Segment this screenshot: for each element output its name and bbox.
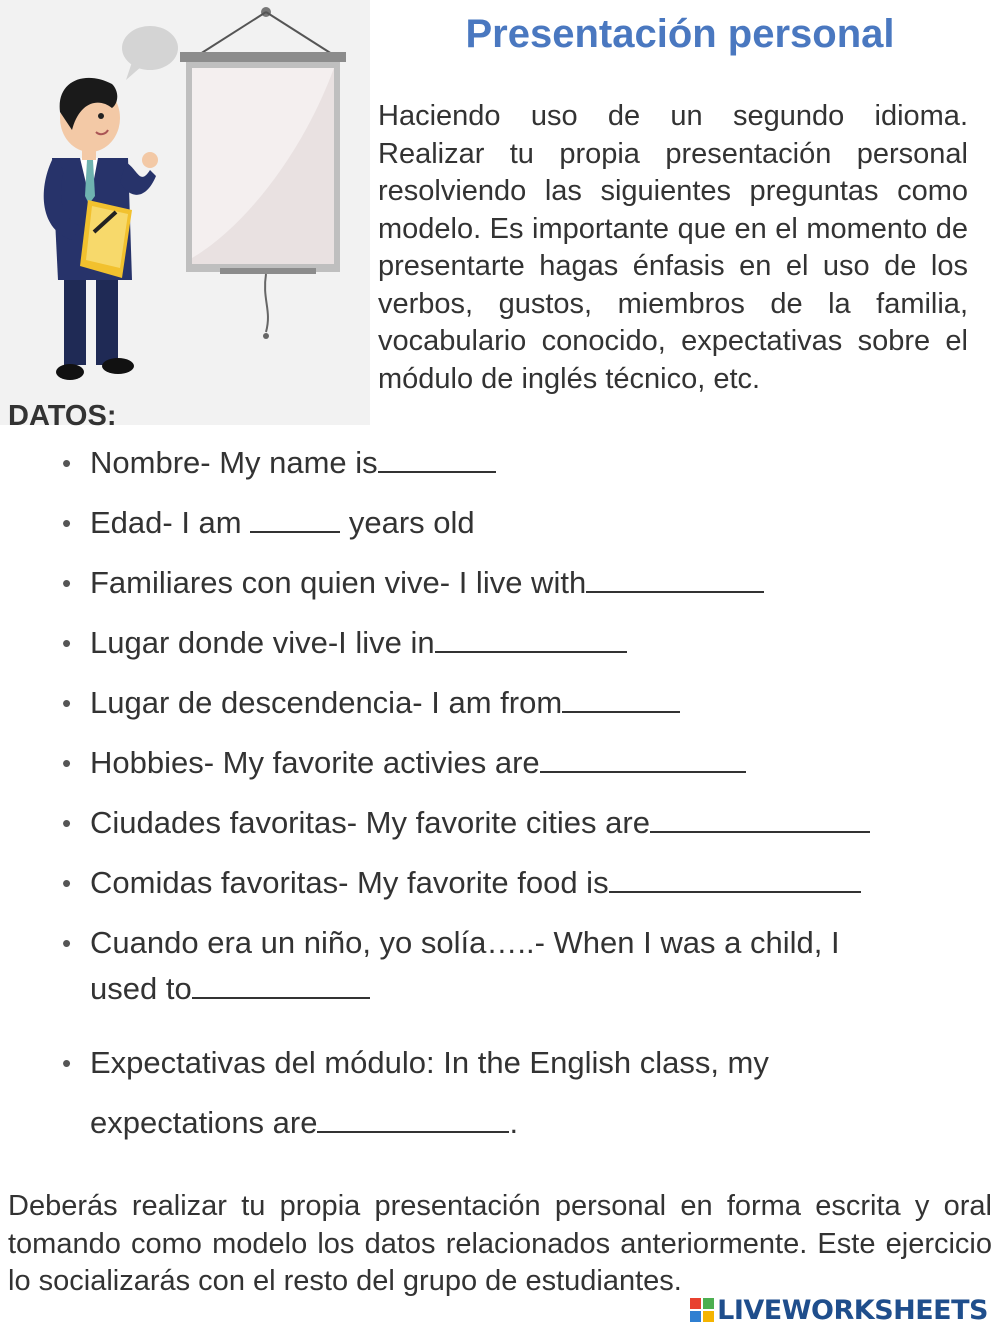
question-text: Nombre- My name is	[90, 445, 378, 480]
answer-blank[interactable]	[378, 445, 496, 473]
logo-text: LIVEWORKSHEETS	[717, 1294, 988, 1326]
bullet-icon: •	[62, 688, 72, 718]
question-text-continued: expectations are	[90, 1105, 318, 1140]
page-title: Presentación personal	[465, 12, 895, 56]
answer-blank[interactable]	[192, 971, 370, 999]
datos-label: DATOS:	[8, 400, 117, 432]
answer-blank[interactable]	[435, 625, 627, 653]
answer-blank[interactable]	[586, 565, 764, 593]
answer-blank[interactable]	[317, 1105, 509, 1133]
answer-blank[interactable]	[250, 505, 340, 533]
presenter-illustration	[0, 0, 370, 425]
liveworksheets-logo	[690, 1294, 988, 1326]
bullet-icon: •	[62, 508, 72, 538]
bullet-icon: •	[62, 808, 72, 838]
answer-blank[interactable]	[609, 865, 861, 893]
question-text: Hobbies- My favorite activies are	[90, 745, 540, 780]
question-text-suffix: years old	[340, 505, 475, 540]
answer-blank[interactable]	[650, 805, 870, 833]
question-expectations	[62, 1040, 962, 1150]
bullet-icon: •	[62, 628, 72, 658]
bullet-icon: •	[62, 448, 72, 478]
bullet-icon: •	[62, 568, 72, 598]
intro-paragraph: Haciendo uso de un segundo idioma. Realizar tu propia presentación personal resolviendo las siguientes preguntas como modelo. Es importante que en el momento de presentarte hagas énfasis en el uso de los verbos, gustos, miembros de la familia, vocabulario conocido, expectativas sobre el módulo de inglés técnico, etc.	[378, 100, 968, 395]
question-text: Lugar donde vive-I live in	[90, 625, 435, 660]
logo-grid-icon	[690, 1298, 714, 1322]
bullet-icon: •	[62, 748, 72, 778]
closing-paragraph: Deberás realizar tu propia presentación personal en forma escrita y oral tomando como modelo los datos relacionados anteriormente. Este ejercicio lo socializarás con el resto del grupo de estudiantes.	[8, 1190, 992, 1297]
bullet-icon: •	[62, 868, 72, 898]
answer-blank[interactable]	[562, 685, 680, 713]
bullet-icon: •	[62, 1048, 72, 1078]
question-text: Lugar de descendencia- I am from	[90, 685, 563, 720]
question-text: Familiares con quien vive- I live with	[90, 565, 587, 600]
question-text-continued: used to	[90, 971, 192, 1006]
question-text: Expectativas del módulo: In the English class, my	[90, 1045, 769, 1080]
answer-blank[interactable]	[540, 745, 746, 773]
question-text-suffix: .	[509, 1105, 519, 1140]
bullet-icon: •	[62, 928, 72, 958]
question-text: Cuando era un niño, yo solía…..- When I was a child, I	[90, 925, 840, 960]
presenter-drawing	[0, 0, 370, 425]
question-text: Ciudades favoritas- My favorite cities are	[90, 805, 650, 840]
question-text: Edad- I am	[90, 505, 251, 540]
question-childhood	[62, 920, 962, 1030]
question-text: Comidas favoritas- My favorite food is	[90, 865, 609, 900]
